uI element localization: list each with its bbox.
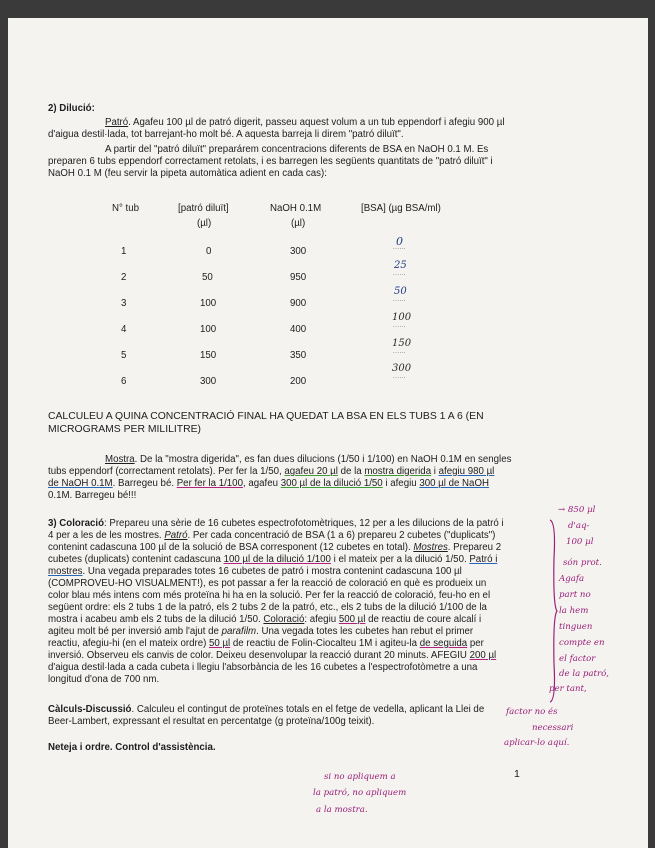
handwritten-brace (548, 518, 558, 704)
highlight-blue: mostres (48, 566, 83, 577)
text-span: . Calculeu el contingut de proteïnes totals en el fetge de vedella, aplicant la Llei de (131, 704, 485, 715)
header-bsa: [BSA] (µg BSA/ml) (361, 203, 441, 214)
note-1: → 850 µl (558, 505, 596, 515)
row3-bsa-handwritten: 50 (394, 286, 407, 297)
mostra-line1 (105, 454, 511, 466)
row4-bsa-handwritten: 100 (392, 312, 412, 323)
row3-naoh: 900 (290, 298, 307, 309)
note-3: 100 µl (566, 537, 594, 547)
section3-line5 (48, 566, 462, 578)
section3-line11 (48, 638, 484, 650)
calculs-line2: Beer-Lambert, expressant el resultat en percentatge (g proteïna/100g teixit). (48, 716, 375, 727)
highlight-pink: 200 µl (469, 650, 497, 661)
row2-dotted-blank: ...... (393, 271, 407, 277)
mostra-title: Mostra (105, 454, 135, 465)
note-2: d'aq- (568, 521, 590, 531)
section3-line10 (48, 626, 473, 638)
section3-line6: (COMPROVEU-HO VISUALMENT!), es pot passar a fer la reacció de coloració en què es produeix un (48, 578, 487, 589)
section3-line4 (48, 554, 497, 566)
highlight-pink: 100 µl de la dilució 1/100 (223, 554, 331, 565)
patro-label: Patró (105, 117, 129, 128)
text-span: : afegiu (304, 614, 339, 625)
note-8: tinguen (559, 622, 593, 632)
highlight-blue: Patró i (469, 554, 498, 565)
section3-line8: següent ordre: els 2 tubs 1 de la patró, els 2 tubs 2 de la patró, etc., els 2 tubs de la dilució 1/100 de la (48, 602, 487, 613)
row5-bsa-handwritten: 150 (392, 338, 412, 349)
header-patro: [patró diluït] (178, 203, 229, 214)
highlight-green: mostra digerida (364, 466, 432, 477)
highlight-pink: de seguida (419, 638, 468, 649)
text-span: contenint cadascuna 100 µl de la solució de BSA corresponent (12 cubetes en total). (48, 542, 414, 553)
mostra-line4: 0.1M. Barregeu bé!!! (48, 490, 137, 501)
page-number: 1 (514, 768, 520, 780)
text-span: : Prepareu una sèrie de 16 cubetes espectrofotomètriques, 12 per a les dilucions de la patró i (103, 518, 504, 529)
row2-tub: 2 (121, 272, 127, 283)
calculs-heading: Càlculs-Discussió (48, 704, 132, 715)
row4-naoh: 400 (290, 324, 307, 335)
note-11: de la patró, (559, 669, 610, 679)
header-naoh: NaOH 0.1M (270, 203, 322, 214)
note-6: part no (559, 590, 591, 600)
header-naoh-unit: (µl) (291, 218, 306, 229)
bottom-note-3: a la mostra. (316, 805, 368, 815)
highlight-green: agafeu 20 µl (284, 466, 338, 477)
highlight-blue: 300 µl de NaOH (419, 478, 489, 489)
note-7: la hem (559, 606, 589, 616)
highlight-pink: Per fer la 1/100 (176, 478, 243, 489)
row5-dotted-blank: ...... (393, 349, 407, 355)
section3-line9 (48, 614, 481, 626)
mostra-line2 (48, 466, 494, 478)
row5-patro: 150 (200, 350, 217, 361)
row6-naoh: 200 (290, 376, 307, 387)
row6-patro: 300 (200, 376, 217, 387)
header-patro-unit: (µl) (197, 218, 212, 229)
mostres-italic: Mostres (413, 542, 448, 553)
row1-tub: 1 (121, 246, 127, 257)
mostra-line3 (48, 478, 489, 490)
neteja-line: Neteja i ordre. Control d'assistència. (48, 742, 216, 753)
text-span: . Per cada concentració de BSA (1 a 6) prepareu 2 cubetes ("duplicats") (187, 530, 496, 541)
row6-dotted-blank: ...... (393, 374, 407, 380)
bottom-note-2: la patró, no apliquem (313, 788, 407, 798)
row6-tub: 6 (121, 376, 127, 387)
row2-patro: 50 (202, 272, 213, 283)
row1-naoh: 300 (290, 246, 307, 257)
note-5: Agafa (559, 574, 585, 584)
coloracio-label: Coloració (263, 614, 305, 625)
parafilm-italic: parafilm (221, 626, 257, 637)
section3-line14: longitud d'ona de 700 nm. (48, 674, 160, 685)
text-span: i (431, 466, 439, 477)
note-14: necessari (532, 723, 574, 733)
section3-line3 (48, 542, 501, 554)
section3-line2 (48, 530, 495, 542)
header-tub: N° tub (112, 203, 140, 214)
row4-patro: 100 (200, 324, 217, 335)
highlight-green: 300 µl de la dilució 1/50 (280, 478, 383, 489)
text-span: . Agafeu 100 µl de patró digerit, passeu aquest volum a un tub eppendorf i afegiu 900 µl (128, 117, 505, 128)
bottom-note-1: si no apliquem a (324, 772, 396, 782)
section2-paragraph2-line2: preparen 6 tubs eppendorf correctament retolats, i es barregen les següents quantitats de "patró diluït" i (48, 156, 493, 167)
row6-bsa-handwritten: 300 (392, 363, 412, 374)
text-span: cubetes (duplicats) contenint cadascuna (48, 554, 224, 565)
section3-line12 (48, 650, 496, 662)
note-13: factor no és (506, 707, 558, 717)
text-span: de la (337, 466, 365, 477)
note-15: aplicar-lo aquí. (504, 738, 570, 748)
note-12: per tant, (549, 684, 587, 694)
text-span: agiteu molt bé per inversió amb l'ajut de (48, 626, 222, 637)
text-span: , agafeu (242, 478, 281, 489)
text-span: inversió. Observeu els canvis de color. Deixeu desenvolupar la reacció durant 20 minuts. AFEGIU (48, 650, 470, 661)
text-span: de reactiu de coure alcalí i (365, 614, 482, 625)
text-span: tubs eppendorf (correctament retolats). Per fer la 1/50, (48, 466, 285, 477)
row1-patro: 0 (206, 246, 212, 257)
row4-dotted-blank: ...... (393, 323, 407, 329)
text-span: i afegiu (382, 478, 420, 489)
section2-paragraph1-line2: d'aigua destil·lada, tot barrejant-ho molt bé. A aquesta barreja li direm "patró diluït". (48, 129, 404, 140)
text-span: . Una vegada totes les cubetes han rebut el primer (256, 626, 474, 637)
text-span: per (467, 638, 484, 649)
highlight-blue: afegiu 980 µl (438, 466, 495, 477)
row1-bsa-handwritten: 0 (396, 235, 403, 248)
patro-italic: Patró (164, 530, 188, 541)
row2-bsa-handwritten: 25 (394, 260, 407, 271)
text-span: . Barregeu bé. (112, 478, 177, 489)
highlight-blue: de NaOH 0.1M (48, 478, 113, 489)
section2-paragraph2-line1: A partir del "patró diluït" preparárem concentracions diferents de BSA en NaOH 0.1 M. Es (105, 144, 489, 155)
section3-line13: d'aigua destil·lada a cada cubeta i llegiu l'absorbància de les 16 cubetes a l'espectrofotòmetre a una (48, 662, 478, 673)
note-4: són prot. (563, 558, 602, 568)
question-line2: MICROGRAMS PER MILILITRE) (48, 424, 201, 435)
section3-line1 (48, 518, 504, 530)
row3-tub: 3 (121, 298, 127, 309)
text-span: mostra i acabeu amb els 2 tubs de la dilució 1/50. (48, 614, 264, 625)
text-span: reactiu, afegiu-hi (en el mateix ordre) (48, 638, 209, 649)
highlight-pink: 500 µl (338, 614, 366, 625)
text-span: . Una vegada preparades totes 16 cubetes de patró i mostra contenint cadascuna 100 µl (82, 566, 462, 577)
section3-line7: color blau més intens com més proteïna hi ha en la solució. Per fer la reacció de coloració, feu-ho en el (48, 590, 491, 601)
row2-naoh: 950 (290, 272, 307, 283)
row3-dotted-blank: ...... (393, 297, 407, 303)
text-span: de reactiu de Folin-Ciocalteu 1M i agiteu-la (230, 638, 420, 649)
document-page (8, 18, 648, 848)
section3-heading: 3) Coloració (48, 518, 104, 529)
text-span: 4 per a les de les mostres. (48, 530, 165, 541)
section2-paragraph2-line3: NaOH 0.1 M (feu servir la pipeta automàtica adient en cada cas): (48, 168, 327, 179)
text-span: . Prepareu 2 (447, 542, 502, 553)
section2-paragraph1-line1 (105, 117, 504, 129)
row3-patro: 100 (200, 298, 217, 309)
row1-dotted-blank: ...... (393, 245, 407, 251)
row4-tub: 4 (121, 324, 127, 335)
question-line1: CALCULEU A QUINA CONCENTRACIÓ FINAL HA QUEDAT LA BSA EN ELS TUBS 1 A 6 (EN (48, 411, 484, 422)
note-10: el factor (559, 654, 596, 664)
section2-heading: 2) Dilució: (48, 103, 95, 114)
highlight-pink: 50 µl (209, 638, 231, 649)
row5-tub: 5 (121, 350, 127, 361)
note-9: compte en (559, 638, 605, 648)
calculs-line1 (48, 704, 484, 716)
text-span: . De la "mostra digerida", es fan dues dilucions (1/50 i 1/100) en NaOH 0.1M en sengles (134, 454, 512, 465)
row5-naoh: 350 (290, 350, 307, 361)
text-span: i el mateix per a la dilució 1/50. (330, 554, 470, 565)
